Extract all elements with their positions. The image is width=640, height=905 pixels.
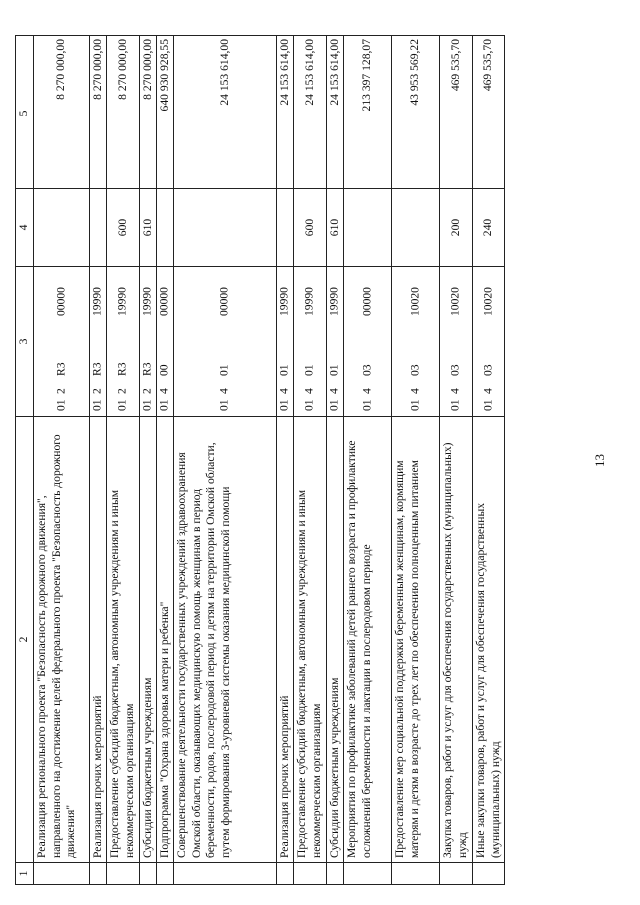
classification-code-cell (277, 267, 293, 417)
amount-cell: 8 270 000,00 (90, 35, 106, 189)
table-row (343, 35, 391, 885)
expense-type-cell: 240 (473, 189, 504, 267)
code-segment: R3 (140, 362, 154, 376)
classification-code-cell (140, 267, 156, 417)
item-name-cell: Совершенствование деятельности государственных учреждений здравоохранения Омской области, оказывающих медицинскую помощь женщинам в период беременности, родов, послеродовой период и детям на территории Омской области, путем формирования 3-уровневой системы оказания медицинской помощи (174, 417, 276, 863)
code-segment: 01 (115, 399, 129, 411)
expense-type-cell: 600 (294, 189, 326, 267)
code-segment: 01 (302, 399, 316, 411)
code-segment: 2 (90, 388, 104, 394)
classification-code-cell (327, 267, 343, 417)
code-segment: 00000 (217, 287, 231, 316)
column-header: 4 (16, 189, 33, 267)
amount-cell: 24 153 614,00 (174, 35, 276, 189)
code-segment: 01 (448, 399, 462, 411)
row-number-cell (440, 863, 472, 885)
code-segment: 01 (360, 399, 373, 411)
table-row (89, 35, 106, 885)
expense-type-cell (174, 189, 276, 267)
code-segment: 03 (448, 364, 462, 376)
code-segment: 4 (408, 388, 421, 394)
column-header: 3 (16, 267, 33, 417)
item-name-cell: Предоставление мер социальной поддержки беременным женщинам, кормящим матерям и детям в возрасте до трех лет по обеспечению полноценным питанием (392, 417, 439, 863)
code-segment: 01 (277, 399, 291, 411)
code-segment: 2 (54, 388, 67, 394)
item-name-cell: Закупка товаров, работ и услуг для обеспечения государственных (муниципальных) нужд (440, 417, 472, 863)
code-segment: 2 (140, 388, 154, 394)
row-number-cell (34, 863, 89, 885)
code-segment: 01 (54, 399, 67, 411)
code-segment: 01 (302, 364, 316, 376)
table-row (326, 35, 343, 885)
expense-type-cell: 610 (140, 189, 156, 267)
row-number-cell (107, 863, 139, 885)
classification-code-cell (473, 267, 504, 417)
classification-code-cell (344, 267, 391, 417)
code-segment: 4 (277, 388, 291, 394)
code-segment: 03 (408, 364, 421, 376)
code-segment: 19990 (115, 287, 129, 316)
classification-code-cell (174, 267, 276, 417)
code-segment: 10020 (481, 287, 494, 316)
row-number-cell (90, 863, 106, 885)
row-number-cell (327, 863, 343, 885)
code-segment: 01 (327, 364, 341, 376)
budget-table (15, 35, 555, 885)
code-segment: 03 (481, 364, 494, 376)
code-segment: 01 (408, 399, 421, 411)
item-name-cell: Субсидии бюджетным учреждениям (327, 417, 343, 863)
row-number-cell (174, 863, 276, 885)
classification-code-cell (392, 267, 439, 417)
expense-type-cell: 610 (327, 189, 343, 267)
code-segment: 01 (90, 399, 104, 411)
code-segment: 00 (157, 364, 171, 376)
item-name-cell: Подпрограмма "Охрана здоровья матери и ребенка" (157, 417, 173, 863)
amount-cell: 640 930 928,55 (157, 35, 173, 189)
code-segment: 4 (157, 388, 171, 394)
code-segment: 01 (157, 399, 171, 411)
code-segment: 01 (217, 399, 231, 411)
table-row (391, 35, 439, 885)
amount-cell: 43 953 569,22 (392, 35, 439, 189)
item-name-cell: Иные закупки товаров, работ и услуг для обеспечения государственных (муниципальных) нужд (473, 417, 504, 863)
code-segment: 10020 (448, 287, 462, 316)
expense-type-cell: 600 (107, 189, 139, 267)
expense-type-cell (277, 189, 293, 267)
expense-type-cell (34, 189, 89, 267)
code-segment: 01 (481, 399, 494, 411)
classification-code-cell (34, 267, 89, 417)
item-name-cell: Предоставление субсидий бюджетным, автономным учреждениям и иным некоммерческим организациям (294, 417, 326, 863)
column-header: 1 (16, 863, 33, 885)
classification-code-cell (157, 267, 173, 417)
page-number: 13 (592, 454, 607, 467)
classification-code-cell (440, 267, 472, 417)
table-row (293, 35, 326, 885)
table-row (173, 35, 276, 885)
code-segment: 19990 (327, 287, 341, 316)
code-segment: 01 (217, 364, 231, 376)
item-name-cell: Субсидии бюджетным учреждениям (140, 417, 156, 863)
table-row (156, 35, 173, 885)
row-number-cell (157, 863, 173, 885)
code-segment: 4 (360, 388, 373, 394)
amount-cell: 8 270 000,00 (34, 35, 89, 189)
row-number-cell (277, 863, 293, 885)
table-row (472, 35, 505, 885)
code-segment: 00000 (157, 287, 171, 316)
column-header: 5 (16, 35, 33, 189)
code-segment: 00000 (360, 287, 373, 316)
code-segment: 01 (327, 399, 341, 411)
expense-type-cell (157, 189, 173, 267)
amount-cell: 469 535,70 (473, 35, 504, 189)
code-segment: 00000 (54, 287, 67, 316)
expense-type-cell (344, 189, 391, 267)
row-number-cell (473, 863, 504, 885)
item-name-cell: Мероприятия по профилактике заболеваний детей раннего возраста и профилактике осложнений беременности и лактации в послеродовом периоде (344, 417, 391, 863)
code-segment: R3 (115, 362, 129, 376)
code-segment: 19990 (277, 287, 291, 316)
item-name-cell: Реализация прочих мероприятий (90, 417, 106, 863)
code-segment: 4 (481, 388, 494, 394)
amount-cell: 8 270 000,00 (107, 35, 139, 189)
code-segment: 01 (277, 364, 291, 376)
expense-type-cell (90, 189, 106, 267)
expense-type-cell: 200 (440, 189, 472, 267)
amount-cell: 24 153 614,00 (327, 35, 343, 189)
code-segment: 19990 (302, 287, 316, 316)
code-segment: 19990 (90, 287, 104, 316)
code-segment: 4 (217, 388, 231, 394)
code-segment: 4 (302, 388, 316, 394)
amount-cell: 213 397 128,07 (344, 35, 391, 189)
code-segment: 01 (140, 399, 154, 411)
code-segment: 19990 (140, 287, 154, 316)
classification-code-cell (90, 267, 106, 417)
table-row (439, 35, 472, 885)
amount-cell: 8 270 000,00 (140, 35, 156, 189)
item-name-cell: Реализация прочих мероприятий (277, 417, 293, 863)
column-header: 2 (16, 417, 33, 863)
item-name-cell: Предоставление субсидий бюджетным, автономным учреждениям и иным некоммерческим организациям (107, 417, 139, 863)
code-segment: 03 (360, 364, 373, 376)
row-number-cell (140, 863, 156, 885)
classification-code-cell (294, 267, 326, 417)
code-segment: 4 (327, 388, 341, 394)
classification-code-cell (107, 267, 139, 417)
table-header-row (15, 35, 33, 885)
code-segment: 4 (448, 388, 462, 394)
amount-cell: 469 535,70 (440, 35, 472, 189)
row-number-cell (392, 863, 439, 885)
code-segment: R3 (90, 362, 104, 376)
row-number-cell (344, 863, 391, 885)
row-number-cell (294, 863, 326, 885)
amount-cell: 24 153 614,00 (277, 35, 293, 189)
table-row (276, 35, 293, 885)
table-row (33, 35, 89, 885)
table-row (139, 35, 156, 885)
amount-cell: 24 153 614,00 (294, 35, 326, 189)
item-name-cell: Реализация регионального проекта "Безопасность дорожного движения", направленного на достижение целей федерального проекта "Безопасность дорожного движения" (34, 417, 89, 863)
code-segment: R3 (54, 362, 67, 376)
code-segment: 10020 (408, 287, 421, 316)
code-segment: 2 (115, 388, 129, 394)
table-row (106, 35, 139, 885)
expense-type-cell (392, 189, 439, 267)
